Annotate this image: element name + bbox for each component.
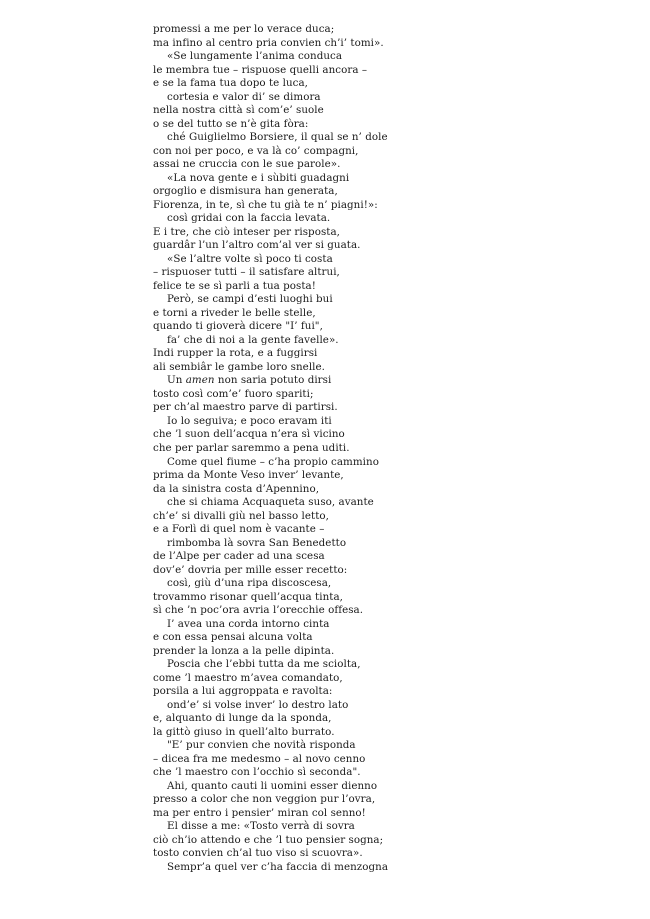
- verse-line: ond’e’ si volse inver’ lo destro lato: [167, 698, 349, 711]
- verse-line: ch’e’ si divalli giù nel basso letto,: [153, 509, 329, 522]
- verse-line: prender la lonza a la pelle dipinta.: [153, 644, 335, 657]
- verse-line: orgoglio e dismisura han generata,: [153, 185, 338, 198]
- verse-line: Indi rupper la rota, e a fuggirsi: [153, 347, 318, 360]
- verse-line: le membra tue – rispuose quelli ancora –: [153, 63, 368, 76]
- verse-text: Un: [167, 374, 186, 387]
- verse-line: e torni a riveder le belle stelle,: [153, 306, 316, 319]
- verse-line: per ch’al maestro parve di partirsi.: [153, 401, 338, 414]
- verse-text: non saria potuto dirsi: [214, 374, 332, 387]
- verse-line: da la sinistra costa d’Apennino,: [153, 482, 320, 495]
- verse-line: «La nova gente e i sùbiti guadagni: [167, 171, 350, 184]
- verse-line: – rispuoser tutti – il satisfare altrui,: [153, 266, 340, 279]
- verse-line: quando ti gioverà dicere "I’ fui",: [153, 320, 323, 333]
- verse-line: che per parlar saremmo a pena uditi.: [153, 441, 350, 454]
- verse-line: Però, se campi d’esti luoghi bui: [167, 293, 333, 306]
- verse-line: ma per entro i pensier’ miran col senno!: [153, 806, 366, 819]
- verse-line: assai ne cruccia con le sue parole».: [153, 158, 341, 171]
- verse-line: ché Guiglielmo Borsiere, il qual se n’ dole: [167, 131, 388, 144]
- verse-line: la gittò giuso in quell’alto burrato.: [153, 725, 335, 738]
- verse-line: o se del tutto se n’è gita fòra:: [153, 117, 309, 130]
- verse-line: tosto convien ch’al tuo viso si scuovra».: [153, 847, 363, 860]
- verse-line: sì che ’n poc’ora avria l’orecchie offesa.: [153, 604, 364, 617]
- verse-line: porsila a lui aggroppata e ravolta:: [153, 685, 333, 698]
- verse-line: e se la fama tua dopo te luca,: [153, 77, 308, 90]
- verse-line: ciò ch’io attendo e che ’l tuo pensier sogna;: [153, 833, 384, 846]
- verse-line: [153, 374, 593, 388]
- verse-line: trovammo risonar quell’acqua tinta,: [153, 590, 343, 603]
- verse-line: presso a color che non veggion pur l’ovra,: [153, 793, 376, 806]
- verse-line: così, giù d’una ripa discoscesa,: [167, 577, 332, 590]
- verse-line: che si chiama Acquaqueta suso, avante: [167, 496, 374, 509]
- verse-line: con noi per poco, e va là co’ compagni,: [153, 144, 359, 157]
- verse-line: Sempr’a quel ver c’ha faccia di menzogna: [167, 860, 389, 873]
- verse-line: dov’e’ dovria per mille esser recetto:: [153, 563, 348, 576]
- verse-line: E i tre, che ciò inteser per risposta,: [153, 225, 340, 238]
- verse-line: cortesia e valor di’ se dimora: [167, 90, 321, 103]
- verse-line: promessi a me per lo verace duca;: [153, 23, 335, 35]
- verse-line: tosto così com’e’ fuoro spariti;: [153, 387, 314, 400]
- verse-line: così gridai con la faccia levata.: [167, 212, 331, 225]
- verse-line: ali sembiâr le gambe loro snelle.: [153, 360, 325, 373]
- verse-line: prima da Monte Veso inver’ levante,: [153, 469, 344, 482]
- verse-line: che ’l suon dell’acqua n’era sì vicino: [153, 428, 345, 441]
- verse-line: e, alquanto di lunge da la sponda,: [153, 712, 332, 725]
- verse-line: Fiorenza, in te, sì che tu già te n’ piagni!»:: [153, 198, 378, 211]
- verse-line: I’ avea una corda intorno cinta: [167, 617, 330, 630]
- verse-line: e a Forlì di quel nom è vacante –: [153, 523, 325, 536]
- poem-text-block: [153, 23, 593, 874]
- verse-line: Io lo seguiva; e poco eravam iti: [167, 414, 332, 427]
- verse-line: de l’Alpe per cader ad una scesa: [153, 550, 325, 563]
- verse-line: nella nostra città sì com’e’ suole: [153, 104, 324, 117]
- verse-line: Poscia che l’ebbi tutta da me sciolta,: [167, 658, 361, 671]
- verse-line: che ’l maestro con l’occhio sì seconda".: [153, 766, 361, 779]
- verse-line: – dicea fra me medesmo – al novo cenno: [153, 752, 366, 765]
- verse-line: Ahi, quanto cauti li uomini esser dienno: [167, 779, 378, 792]
- verse-emphasis: amen: [185, 374, 215, 387]
- verse-line: El disse a me: «Tosto verrà di sovra: [167, 820, 355, 833]
- verse-line: Come quel fiume – c’ha propio cammino: [167, 455, 379, 468]
- verse-line: come ’l maestro m’avea comandato,: [153, 671, 343, 684]
- verse-line: rimbomba là sovra San Benedetto: [167, 536, 347, 549]
- verse-line: «Se lungamente l’anima conduca: [167, 50, 343, 63]
- verse-line: ma infino al centro pria convien ch’i’ tomi».: [153, 36, 384, 49]
- verse-line: "E’ pur convien che novità risponda: [167, 739, 356, 752]
- verse-line: fa’ che di noi a la gente favelle».: [167, 333, 339, 346]
- verse-line: «Se l’altre volte sì poco ti costa: [167, 252, 333, 265]
- verse-line: felice te se sì parli a tua posta!: [153, 279, 316, 292]
- verse-line: e con essa pensai alcuna volta: [153, 631, 313, 644]
- verse-line: guardâr l’un l’altro com’al ver si guata.: [153, 239, 361, 252]
